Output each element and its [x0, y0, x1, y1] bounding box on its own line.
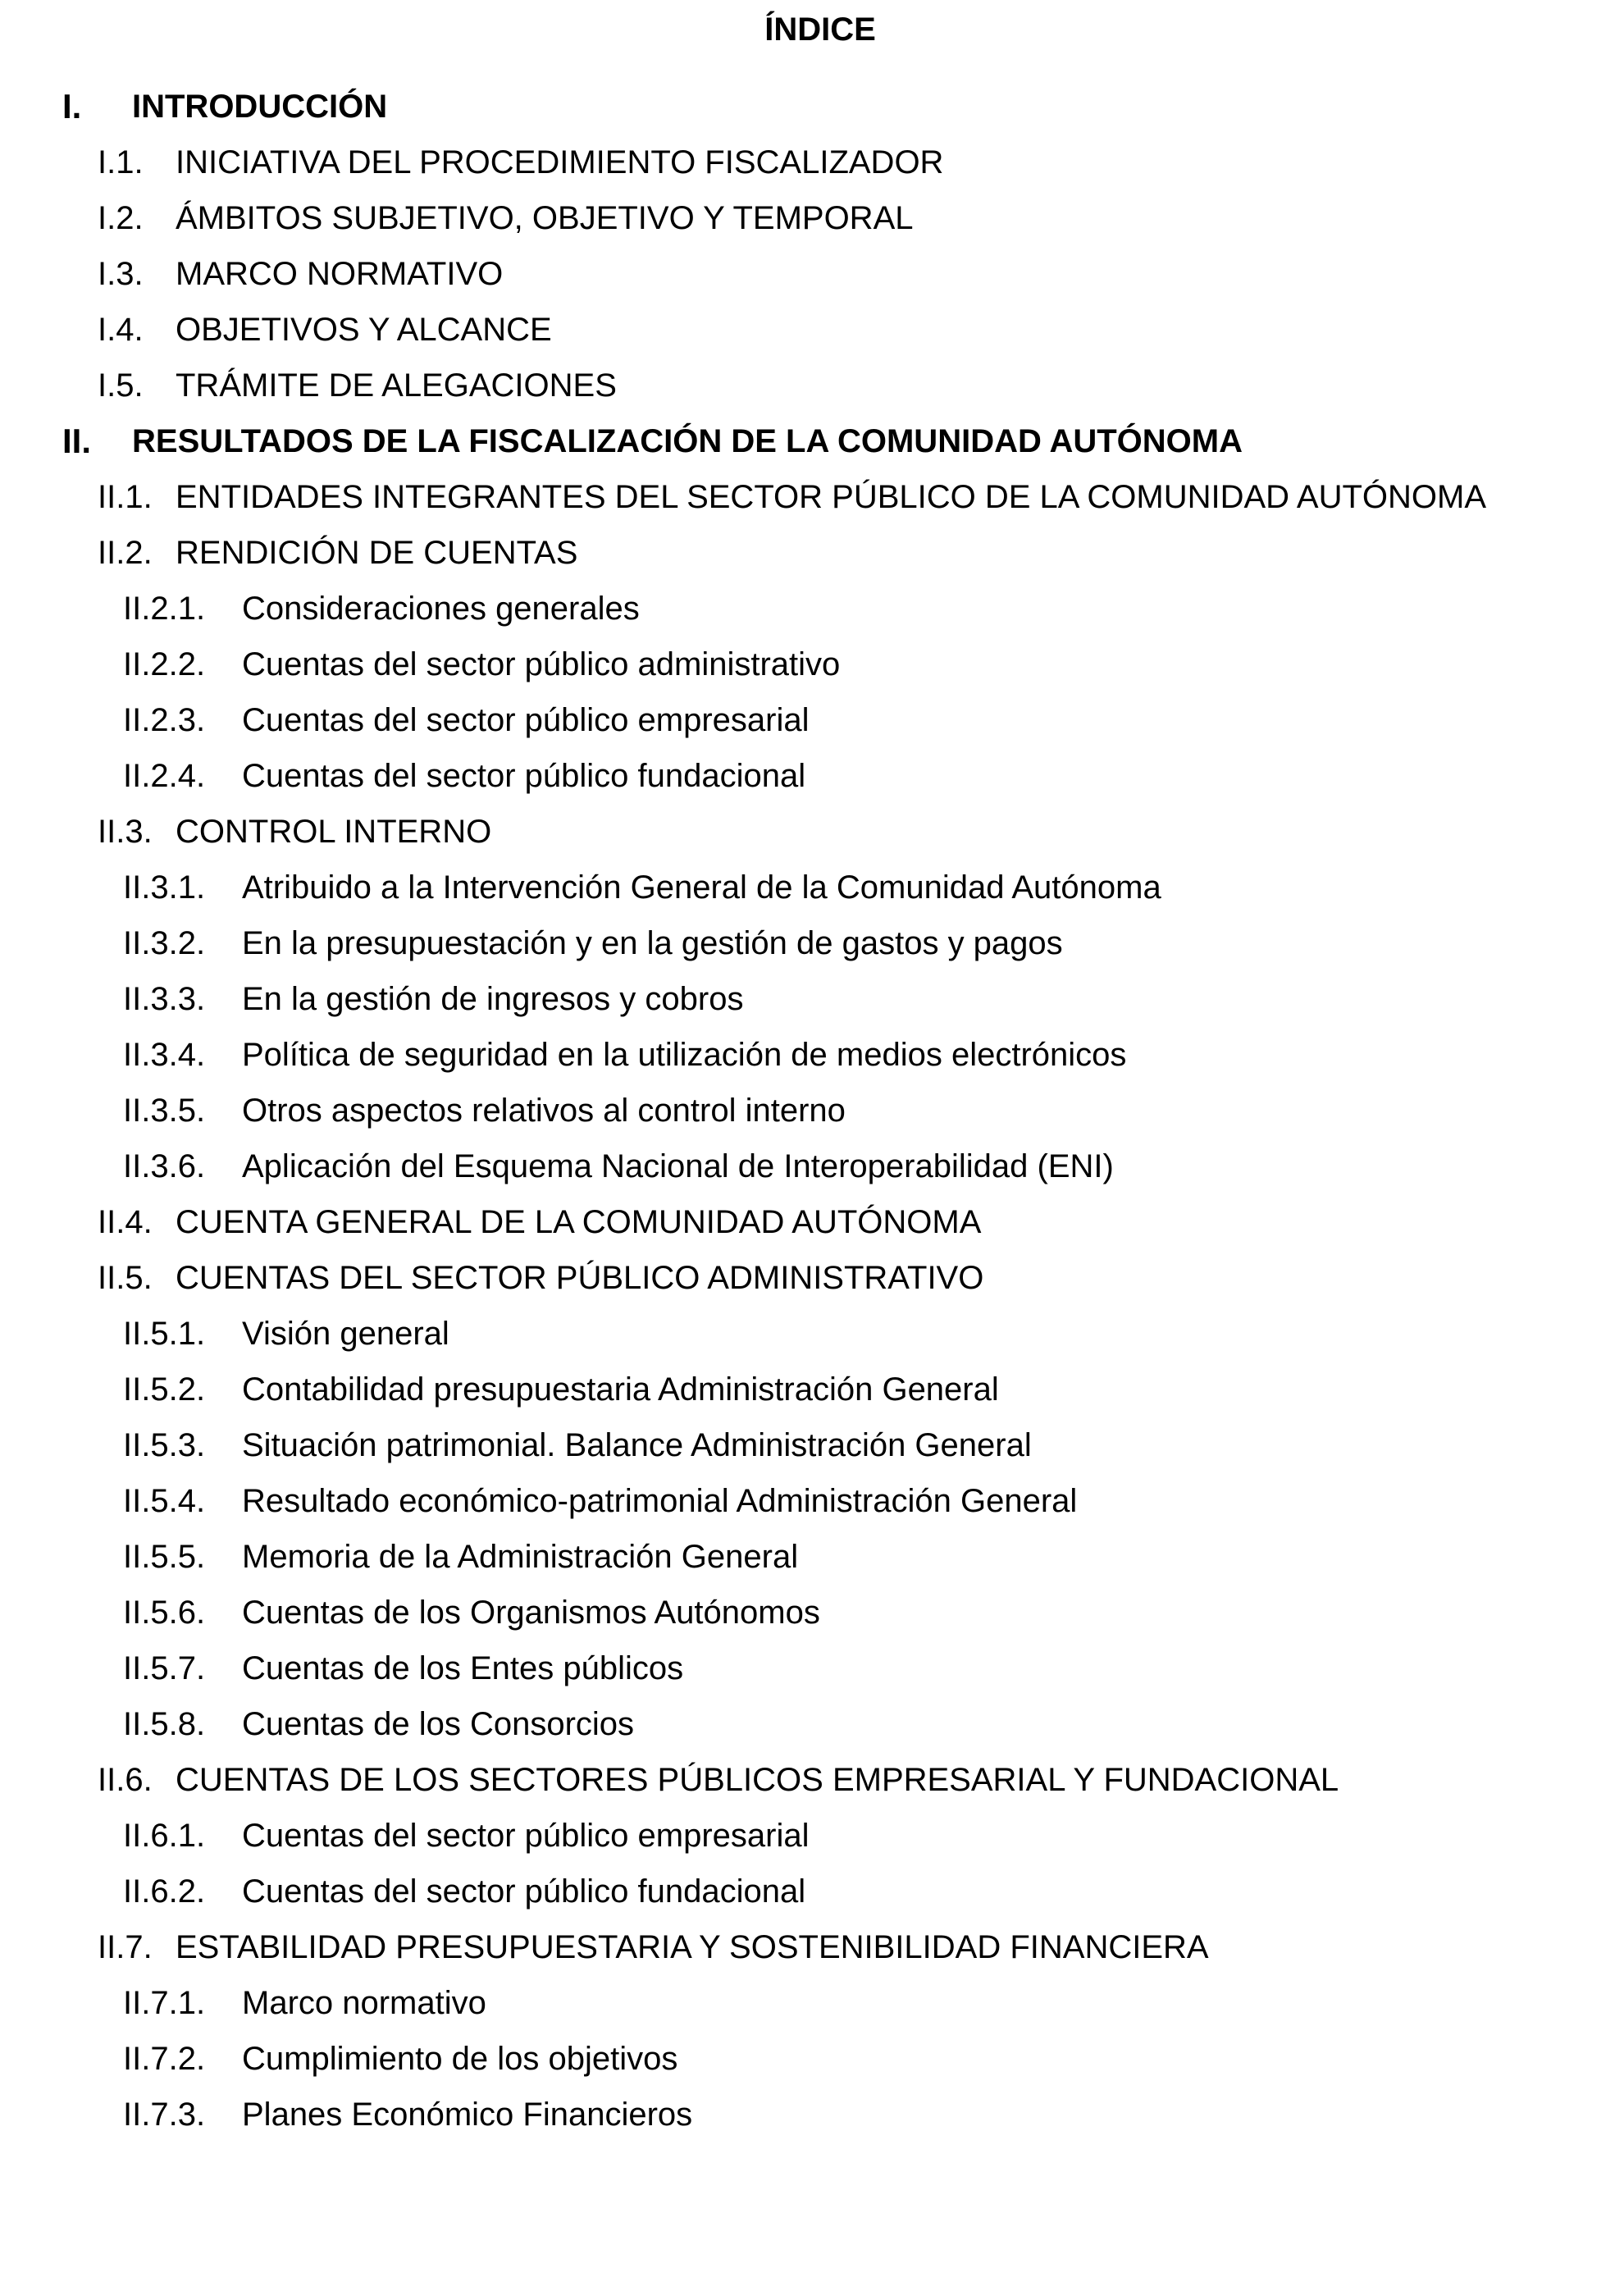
toc-entry-title: Cuentas de los Consorcios — [242, 1706, 635, 1742]
toc-entry-title: Atribuido a la Intervención General de la Comunidad Autónoma — [242, 869, 1161, 906]
toc-entry-title: Otros aspectos relativos al control interno — [242, 1093, 846, 1129]
toc-entry-title: Cuentas del sector público administrativo — [242, 646, 841, 682]
toc-entry-ii-5-3 — [0, 1417, 1624, 1473]
toc-entry-title: Consideraciones generales — [242, 591, 640, 627]
toc-entry-number: I.2. — [98, 200, 144, 236]
toc-entry-number: II.7.1. — [123, 1985, 206, 2021]
toc-entry-number: II.5. — [98, 1260, 153, 1296]
toc-entry-ii — [0, 413, 1624, 469]
toc-entry-i-1 — [0, 135, 1624, 190]
toc-entry-number: II.5.2. — [123, 1371, 206, 1408]
toc-entry-ii-3 — [0, 804, 1624, 860]
toc-entry-ii-5-8 — [0, 1696, 1624, 1752]
toc-entry-ii-5-2 — [0, 1362, 1624, 1417]
toc-entry-ii-2-1 — [0, 581, 1624, 637]
toc-entry-ii-6-2 — [0, 1864, 1624, 1919]
toc-entry-ii-2-3 — [0, 692, 1624, 748]
toc-entry-i-4 — [0, 302, 1624, 358]
toc-entry-title: Visión general — [242, 1316, 449, 1352]
toc-entry-title: Cuentas de los Organismos Autónomos — [242, 1595, 820, 1631]
toc-entry-i — [0, 79, 1624, 135]
toc-entry-number: II.3.1. — [123, 869, 206, 906]
toc-entry-title: TRÁMITE DE ALEGACIONES — [176, 367, 617, 404]
toc-entry-title: CUENTAS DE LOS SECTORES PÚBLICOS EMPRESARIAL Y FUNDACIONAL — [176, 1762, 1339, 1798]
toc-entry-number: II.6.1. — [123, 1818, 206, 1854]
toc-entry-ii-5-5 — [0, 1529, 1624, 1585]
toc-entry-number: II.5.1. — [123, 1316, 206, 1352]
toc-entry-ii-2-4 — [0, 748, 1624, 804]
toc-entry-title: ENTIDADES INTEGRANTES DEL SECTOR PÚBLICO DE LA COMUNIDAD AUTÓNOMA — [176, 479, 1487, 515]
toc-entry-title: CUENTAS DEL SECTOR PÚBLICO ADMINISTRATIVO — [176, 1260, 984, 1296]
toc-entry-ii-5-1 — [0, 1306, 1624, 1362]
toc-entry-ii-6-1 — [0, 1808, 1624, 1864]
toc-entry-number: II.4. — [98, 1204, 153, 1240]
toc-entry-i-5 — [0, 358, 1624, 413]
toc-entry-title: ÁMBITOS SUBJETIVO, OBJETIVO Y TEMPORAL — [176, 200, 914, 236]
toc-entry-title: Resultado económico-patrimonial Administración General — [242, 1483, 1078, 1519]
toc-entry-title: Memoria de la Administración General — [242, 1539, 799, 1575]
toc-entry-number: II.5.4. — [123, 1483, 206, 1519]
toc-entry-title: INTRODUCCIÓN — [132, 89, 388, 125]
toc-entry-title: CUENTA GENERAL DE LA COMUNIDAD AUTÓNOMA — [176, 1204, 982, 1240]
toc-entry-ii-7-3 — [0, 2087, 1624, 2142]
toc-entry-number: II.6. — [98, 1762, 153, 1798]
toc-entry-i-2 — [0, 190, 1624, 246]
toc-entry-ii-7-2 — [0, 2031, 1624, 2087]
toc-entry-title: Cuentas del sector público empresarial — [242, 702, 810, 738]
toc-entry-ii-3-2 — [0, 915, 1624, 971]
toc-entry-number: II.2.2. — [123, 646, 206, 682]
toc-entry-ii-5-6 — [0, 1585, 1624, 1640]
toc-entry-number: II.3. — [98, 814, 153, 850]
toc-entry-title: Situación patrimonial. Balance Administración General — [242, 1427, 1032, 1463]
toc-entry-number: II.5.3. — [123, 1427, 206, 1463]
toc-entry-i-3 — [0, 246, 1624, 302]
toc-entry-number: II.3.5. — [123, 1093, 206, 1129]
toc-entry-number: II.3.3. — [123, 981, 206, 1017]
toc-entry-title: En la gestión de ingresos y cobros — [242, 981, 744, 1017]
toc-entry-title: RENDICIÓN DE CUENTAS — [176, 535, 578, 571]
toc-entry-number: I.5. — [98, 367, 144, 404]
toc-entry-title: OBJETIVOS Y ALCANCE — [176, 312, 552, 348]
toc-entry-title: Cuentas de los Entes públicos — [242, 1650, 684, 1686]
toc-entry-number: II.7.2. — [123, 2041, 206, 2077]
toc-entry-ii-4 — [0, 1194, 1624, 1250]
toc-entry-number: II.5.8. — [123, 1706, 206, 1742]
toc-entry-ii-3-4 — [0, 1027, 1624, 1083]
toc-entry-ii-3-6 — [0, 1138, 1624, 1194]
toc-entry-number: I.4. — [98, 312, 144, 348]
toc-entry-ii-7 — [0, 1919, 1624, 1975]
toc-entry-title: INICIATIVA DEL PROCEDIMIENTO FISCALIZADOR — [176, 144, 944, 180]
toc-entry-title: Política de seguridad en la utilización de medios electrónicos — [242, 1037, 1127, 1073]
toc-entry-title: MARCO NORMATIVO — [176, 256, 504, 292]
index-title: ÍNDICE — [764, 11, 876, 48]
toc-entry-number: II.3.2. — [123, 925, 206, 961]
toc-entry-title: ESTABILIDAD PRESUPUESTARIA Y SOSTENIBILIDAD FINANCIERA — [176, 1929, 1209, 1965]
table-of-contents — [0, 79, 1624, 2142]
toc-entry-number: II.2.3. — [123, 702, 206, 738]
toc-entry-ii-6 — [0, 1752, 1624, 1808]
toc-entry-number: I. — [62, 87, 82, 125]
toc-entry-number: II.3.4. — [123, 1037, 206, 1073]
toc-entry-ii-3-1 — [0, 860, 1624, 915]
toc-entry-number: I.1. — [98, 144, 144, 180]
toc-entry-number: II. — [62, 422, 92, 460]
toc-entry-ii-7-1 — [0, 1975, 1624, 2031]
toc-entry-number: II.7.3. — [123, 2097, 206, 2133]
toc-entry-title: Contabilidad presupuestaria Administración General — [242, 1371, 999, 1408]
toc-entry-number: II.5.7. — [123, 1650, 206, 1686]
toc-entry-title: Marco normativo — [242, 1985, 486, 2021]
toc-entry-title: CONTROL INTERNO — [176, 814, 492, 850]
toc-entry-title: Cuentas del sector público fundacional — [242, 1873, 806, 1910]
toc-entry-ii-2 — [0, 525, 1624, 581]
toc-entry-number: II.1. — [98, 479, 153, 515]
toc-entry-title: Aplicación del Esquema Nacional de Interoperabilidad (ENI) — [242, 1148, 1114, 1184]
toc-entry-title: En la presupuestación y en la gestión de gastos y pagos — [242, 925, 1063, 961]
toc-entry-title: Cuentas del sector público empresarial — [242, 1818, 810, 1854]
toc-entry-ii-5 — [0, 1250, 1624, 1306]
toc-entry-ii-2-2 — [0, 637, 1624, 692]
toc-entry-title: Cumplimiento de los objetivos — [242, 2041, 678, 2077]
toc-entry-number: II.7. — [98, 1929, 153, 1965]
toc-entry-number: II.6.2. — [123, 1873, 206, 1910]
toc-entry-number: II.2. — [98, 535, 153, 571]
toc-entry-number: II.2.4. — [123, 758, 206, 794]
toc-entry-ii-1 — [0, 469, 1624, 525]
toc-entry-title: RESULTADOS DE LA FISCALIZACIÓN DE LA COMUNIDAD AUTÓNOMA — [132, 423, 1243, 459]
toc-entry-number: II.5.6. — [123, 1595, 206, 1631]
toc-entry-number: II.5.5. — [123, 1539, 206, 1575]
toc-entry-ii-5-7 — [0, 1640, 1624, 1696]
toc-entry-number: II.3.6. — [123, 1148, 206, 1184]
toc-entry-ii-5-4 — [0, 1473, 1624, 1529]
toc-entry-title: Planes Económico Financieros — [242, 2097, 693, 2133]
toc-entry-ii-3-3 — [0, 971, 1624, 1027]
toc-entry-title: Cuentas del sector público fundacional — [242, 758, 806, 794]
toc-entry-ii-3-5 — [0, 1083, 1624, 1138]
toc-entry-number: II.2.1. — [123, 591, 206, 627]
toc-entry-number: I.3. — [98, 256, 144, 292]
